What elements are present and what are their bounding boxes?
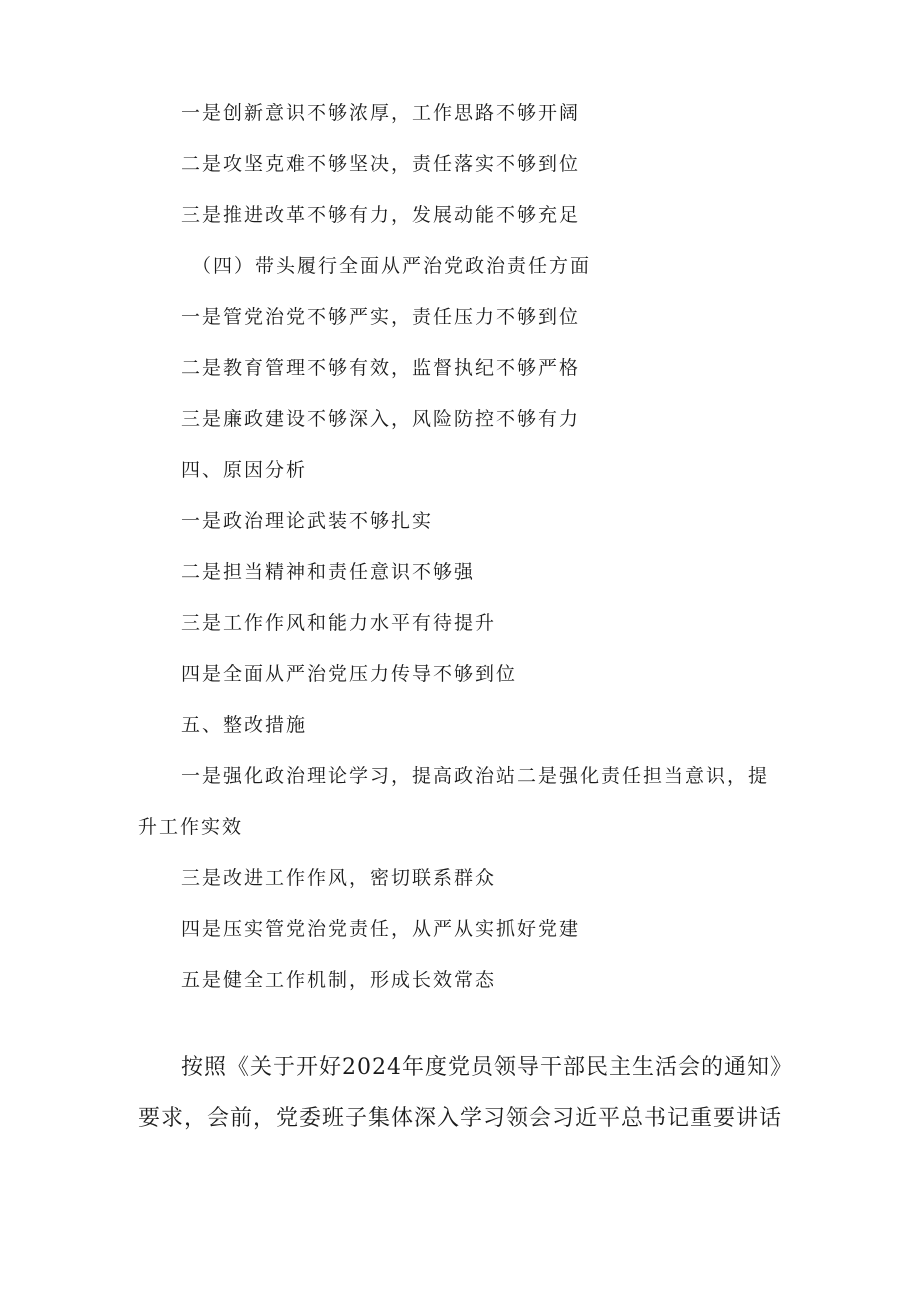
section-subheading: （四）带头履行全面从严治党政治责任方面 xyxy=(192,255,592,277)
text-line: 一是创新意识不够浓厚，工作思路不够开阔 xyxy=(181,102,581,124)
text-line: 三是工作作风和能力水平有待提升 xyxy=(181,612,497,634)
text-line: 三是推进改革不够有力，发展动能不够充足 xyxy=(181,204,581,226)
text-line-continuation: 升工作实效 xyxy=(138,816,244,838)
text-line: 一是管党治党不够严实，责任压力不够到位 xyxy=(181,306,581,328)
section-heading: 五、整改措施 xyxy=(181,714,308,736)
paragraph-line: 按照《关于开好2024年度党员领导干部民主生活会的通知》 xyxy=(181,1055,793,1080)
text-line: 二是担当精神和责任意识不够强 xyxy=(181,561,476,583)
text-line: 二是攻坚克难不够坚决，责任落实不够到位 xyxy=(181,153,581,175)
section-heading: 四、原因分析 xyxy=(181,459,308,481)
text-line: 五是健全工作机制，形成长效常态 xyxy=(181,969,497,991)
text-line: 三是廉政建设不够深入，风险防控不够有力 xyxy=(181,408,581,430)
paragraph-line: 要求，会前，党委班子集体深入学习领会习近平总书记重要讲话 xyxy=(138,1106,783,1131)
text-line: 四是压实管党治党责任，从严从实抓好党建 xyxy=(181,918,581,940)
text-line: 一是强化政治理论学习，提高政治站二是强化责任担当意识，提 xyxy=(181,765,770,787)
text-line: 四是全面从严治党压力传导不够到位 xyxy=(181,663,518,685)
text-line: 三是改进工作作风，密切联系群众 xyxy=(181,867,497,889)
text-line: 二是教育管理不够有效，监督执纪不够严格 xyxy=(181,357,581,379)
text-line: 一是政治理论武装不够扎实 xyxy=(181,510,434,532)
